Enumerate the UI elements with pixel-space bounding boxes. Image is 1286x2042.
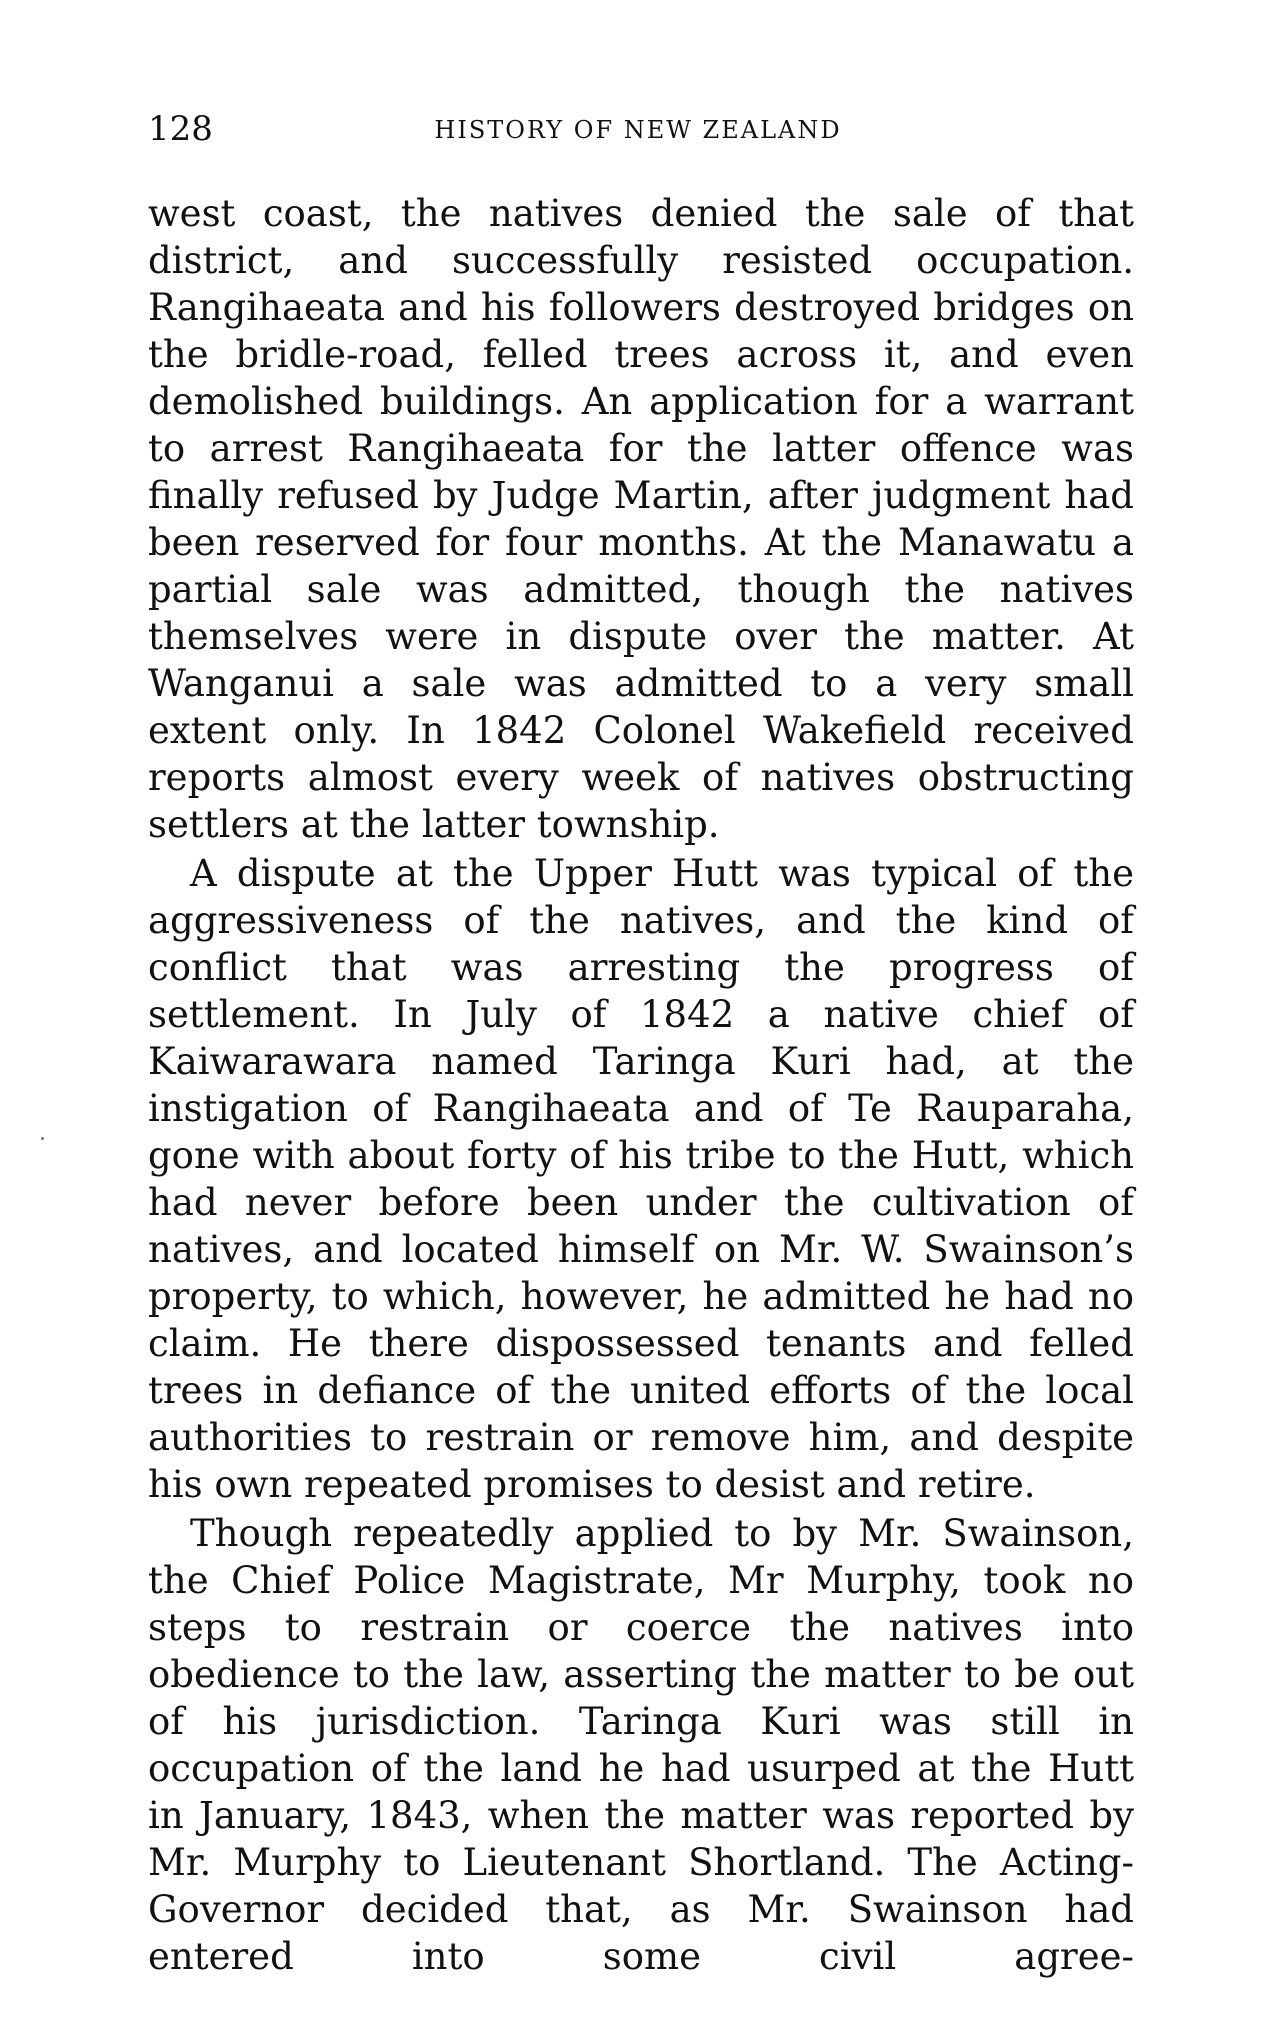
margin-speck xyxy=(41,1137,44,1140)
body-text xyxy=(148,190,1134,1982)
paragraph-2: A dispute at the Upper Hutt was typical of the aggressiveness of the natives, and the kind of conflict that was arresting the progress of settlement. In July of 1842 a native chief of Kaiwarawara named Taringa Kuri had, at the instigation of Rangihaeata and of Te Rauparaha, gone with about forty of his tribe to the Hutt, which had never before been under the cultivation of natives, and located himself on Mr. W. Swainson’s property, to which, however, he admitted he had no claim. He there dispossessed tenants and felled trees in defiance of the united efforts of the local authorities to restrain or remove him, and despite his own repeated promises to desist and retire. xyxy=(148,852,1134,1506)
paragraph-1: west coast, the natives denied the sale of that district, and successfully resisted occupation. Rangihaeata and his followers destroyed bridges on the bridle-road, felled trees across it, and even demolished buildings. An application for a warrant to arrest Rangihaeata for the latter offence was finally refused by Judge Martin, after judgment had been reserved for four months. At the Manawatu a partial sale was admitted, though the natives themselves were in dispute over the matter. At Wanganui a sale was admitted to a very small extent only. In 1842 Colonel Wakefield received reports almost every week of natives obstructing settlers at the latter township. xyxy=(148,192,1134,846)
running-head xyxy=(148,104,1128,154)
page-number: 128 xyxy=(148,109,213,149)
running-title: HISTORY OF NEW ZEALAND xyxy=(434,116,842,144)
paragraph-3: Though repeatedly applied to by Mr. Swainson, the Chief Police Magistrate, Mr Murphy, took no steps to restrain or coerce the natives into obedience to the law, asserting the matter to be out of his jurisdiction. Taringa Kuri was still in occupation of the land he had usurped at the Hutt in January, 1843, when the matter was reported by Mr. Murphy to Lieutenant Shortland. The Acting-Governor decided that, as Mr. Swainson had entered into some civil agree- xyxy=(148,1512,1134,1978)
